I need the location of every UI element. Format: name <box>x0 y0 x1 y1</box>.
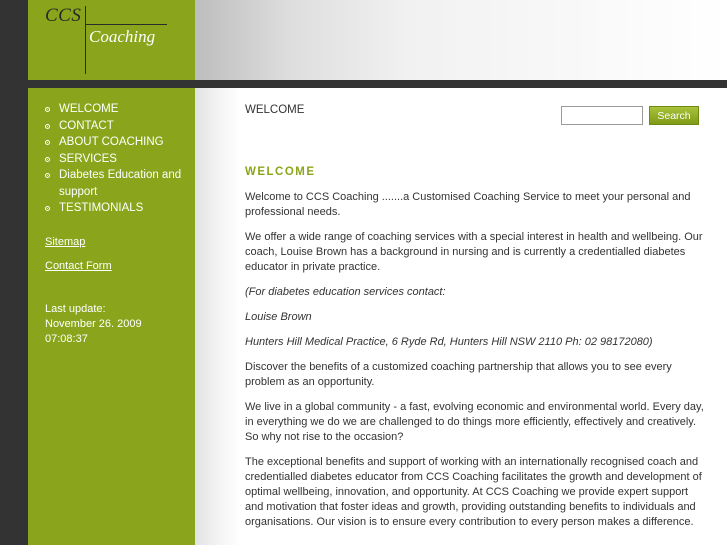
last-update <box>45 302 142 347</box>
bullet-icon <box>45 173 50 178</box>
paragraph: Welcome to CCS Coaching .......a Customised Coaching Service to meet your personal and professional needs. <box>245 191 691 218</box>
nav-item-label: ABOUT COACHING <box>59 136 164 148</box>
paragraph: Louise Brown <box>245 311 312 323</box>
contact-form-link[interactable]: Contact Form <box>45 260 112 272</box>
last-update-label: Last update: <box>45 303 106 315</box>
nav-item-welcome[interactable] <box>45 101 190 118</box>
nav-item-diabetes-education[interactable] <box>45 167 190 200</box>
logo-vertical-line <box>85 6 86 74</box>
last-update-time: 07:08:37 <box>45 333 88 345</box>
nav-item-label: TESTIMONIALS <box>59 202 144 214</box>
nav-item-label: SERVICES <box>59 152 117 165</box>
nav-item-about-coaching[interactable] <box>45 134 190 151</box>
logo-horizontal-line <box>85 24 167 25</box>
main-nav <box>45 101 190 217</box>
paragraph: The exceptional benefits and support of working with an internationally recognised coach and credentialled diabetes educator from CCS Coaching facilitates the growth and development of optimal wellbeing, innovation, and opportunity. At CCS Coaching we provide expert support and motivation that foster ideas and growth, providing outstanding benefits to individuals and organisations. Our vision is to ensure every contribution to every person makes a difference. <box>245 456 702 528</box>
breadcrumb: WELCOME <box>245 104 305 116</box>
nav-item-services[interactable] <box>45 151 190 168</box>
nav-item-label: WELCOME <box>59 103 119 115</box>
paragraph: We offer a wide range of coaching services with a special interest in health and wellbeing. Our coach, Louise Brown has a background in nursing and is currently a credentialled diabetes educator in private practice. <box>245 231 703 273</box>
nav-item-contact[interactable] <box>45 118 190 135</box>
bullet-icon <box>45 157 50 162</box>
paragraph: (For diabetes education services contact: <box>245 286 446 298</box>
nav-item-testimonials[interactable] <box>45 200 190 217</box>
paragraph: Discover the benefits of a customized coaching partnership that allows you to see every problem as an opportunity. <box>245 361 672 388</box>
paragraph: Hunters Hill Medical Practice, 6 Ryde Rd, Hunters Hill NSW 2110 Ph: 02 98172080) <box>245 336 653 348</box>
bullet-icon <box>45 124 50 129</box>
article-body <box>245 190 707 540</box>
bullet-icon <box>45 140 50 145</box>
logo-ccs-text: CCS <box>45 5 82 26</box>
nav-item-label: Diabetes Education and support <box>59 169 182 198</box>
page-title: WELCOME <box>245 166 316 178</box>
paragraph: We live in a global community - a fast, evolving economic and environmental world. Every day, in everything we do we are challenged to do things more efficiently, effectively and creatively. So why not rise to the occasion? <box>245 401 704 443</box>
last-update-date: November 26. 2009 <box>45 318 142 330</box>
header-divider-bar <box>28 80 727 88</box>
search-button[interactable]: Search <box>649 106 699 125</box>
nav-item-label: CONTACT <box>59 119 114 132</box>
bullet-icon <box>45 107 50 112</box>
search-input[interactable] <box>561 106 643 125</box>
sitemap-link[interactable]: Sitemap <box>45 236 86 248</box>
bullet-icon <box>45 206 50 211</box>
header-banner <box>195 0 727 80</box>
logo-coaching-text: Coaching <box>89 27 156 46</box>
left-dark-strip <box>0 0 28 545</box>
